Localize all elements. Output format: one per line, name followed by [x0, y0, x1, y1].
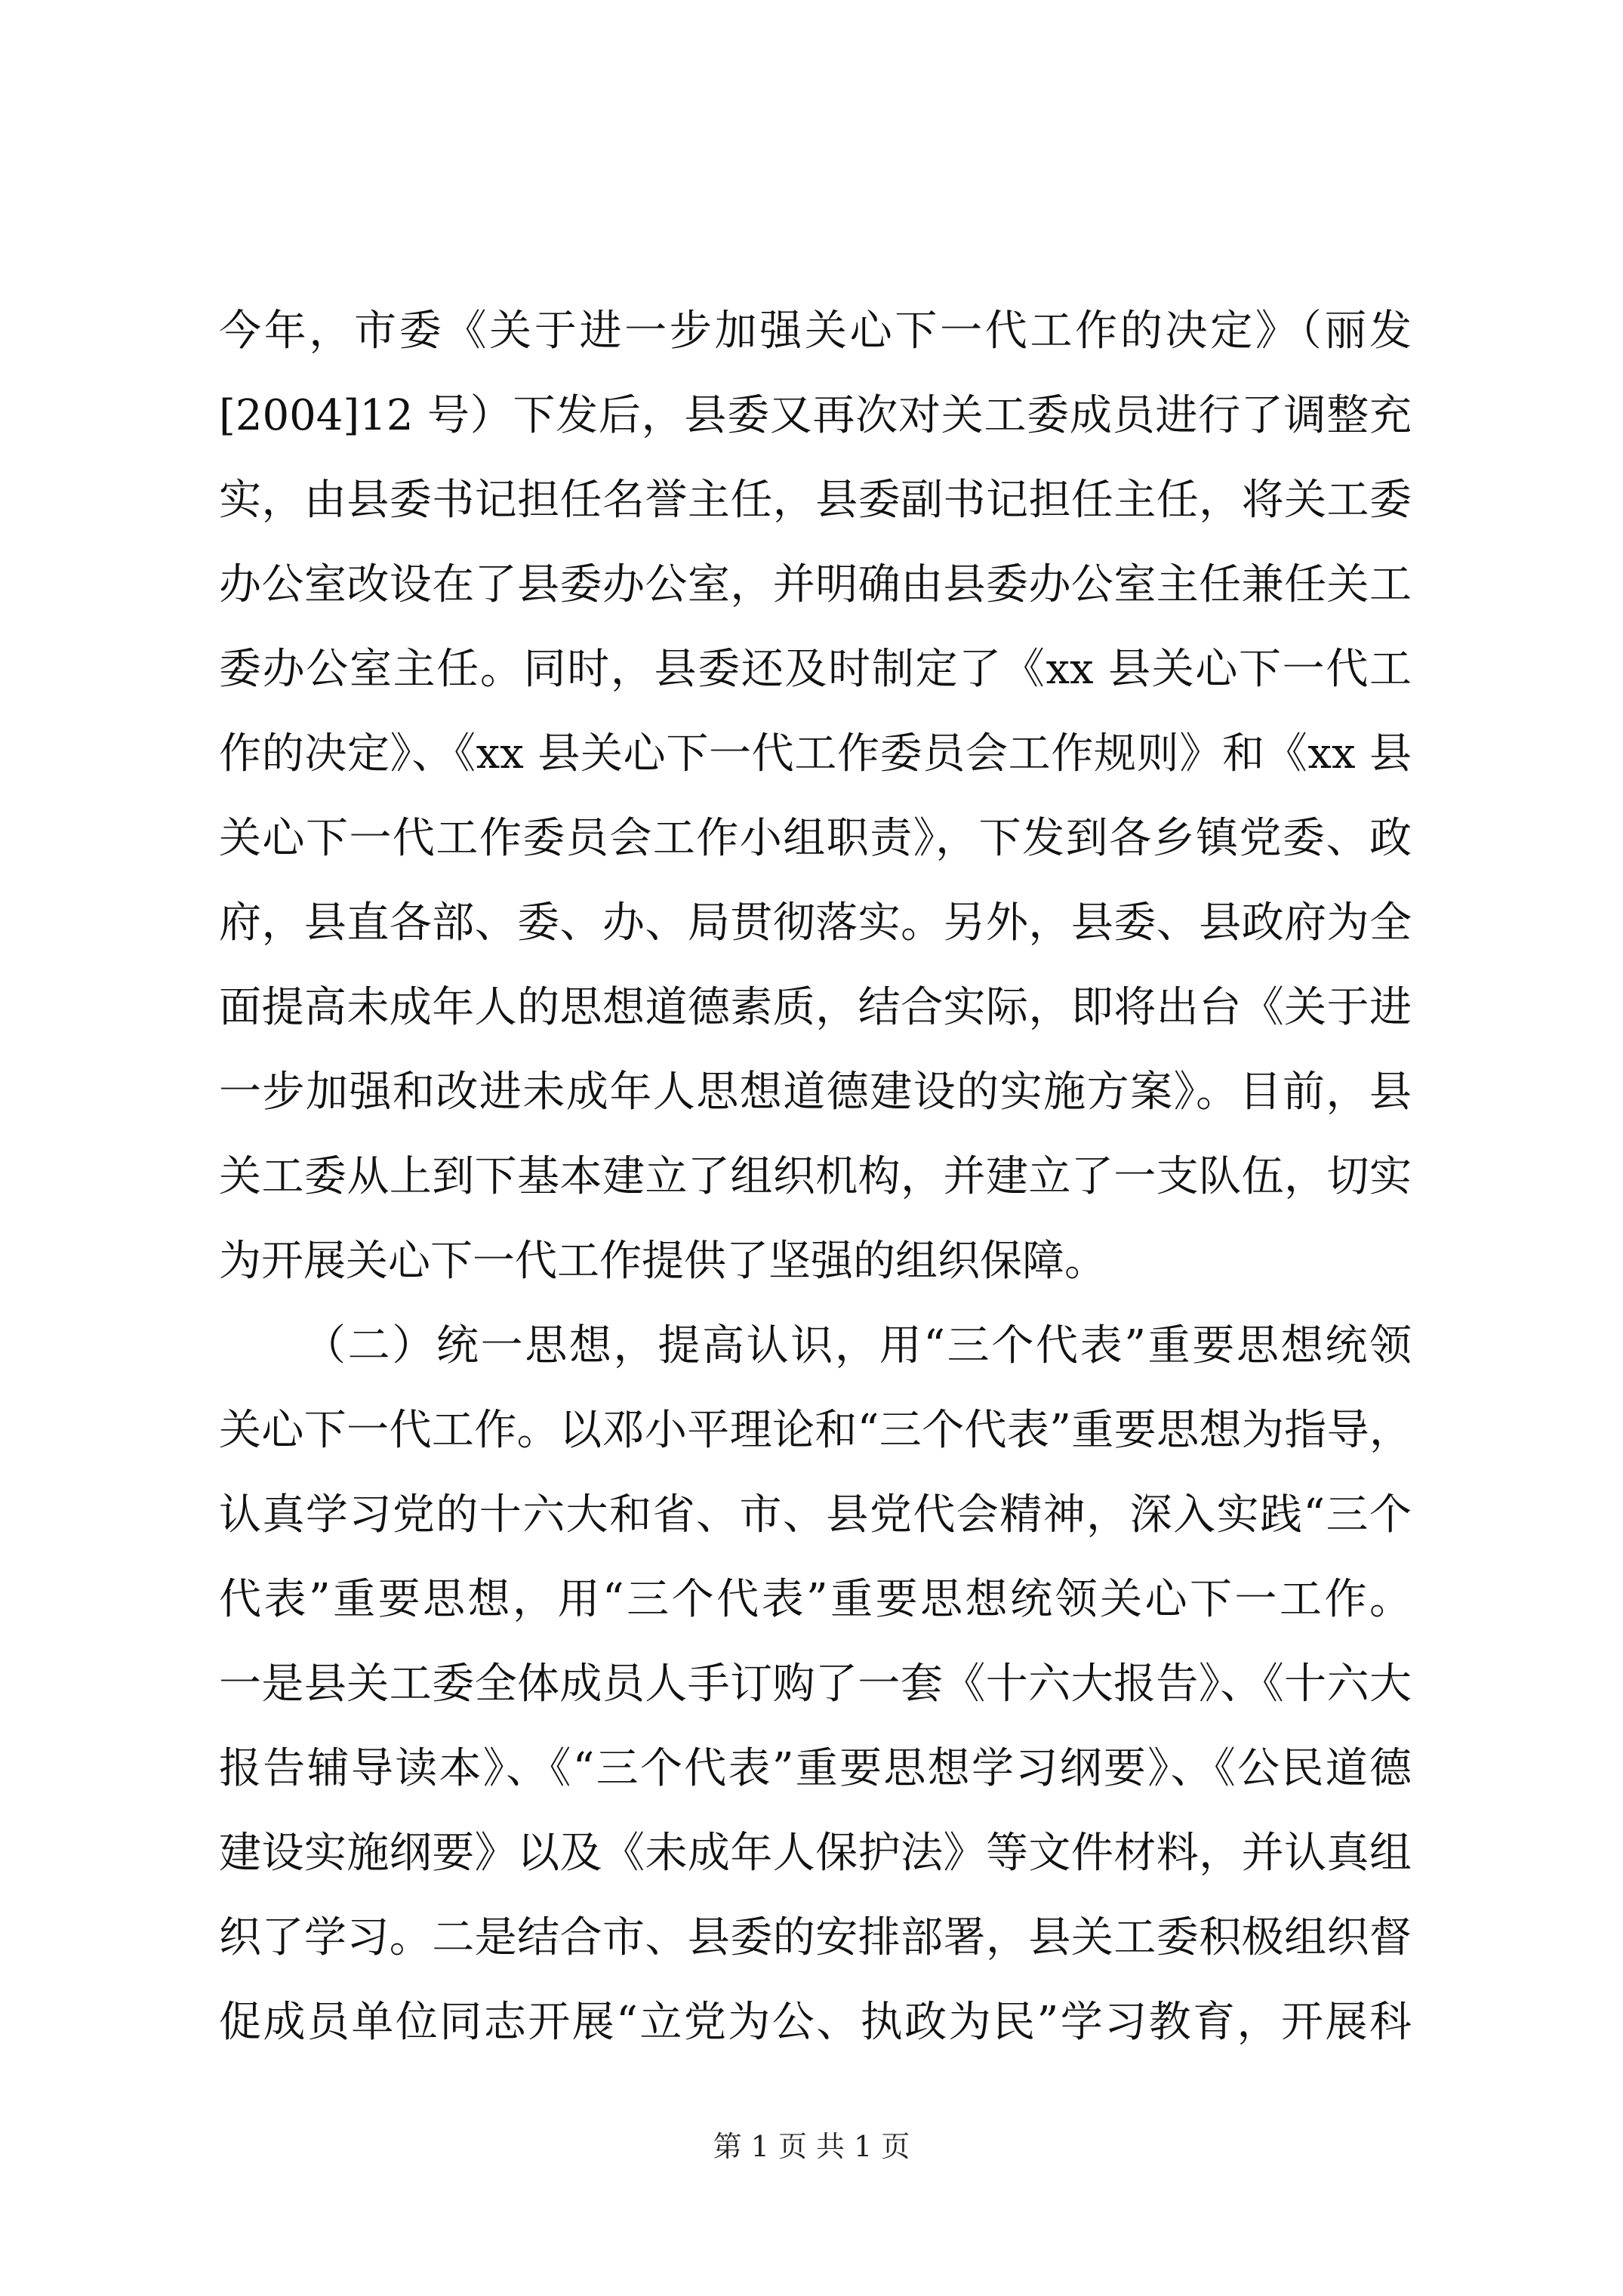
text-line: 办公室改设在了县委办公室，并明确由县委办公室主任兼任关工 — [219, 560, 1412, 609]
text-line: 促成员单位同志开展“立党为公、执政为民”学习教育，开展科 — [219, 1998, 1412, 2047]
text-line: 关工委从上到下基本建立了组织机构，并建立了一支队伍，切实 — [219, 1152, 1412, 1201]
text-line: 面提高未成年人的思想道德素质，结合实际，即将出台《关于进 — [219, 983, 1412, 1032]
text-line: （二）统一思想，提高认识，用“三个代表”重要思想统领 — [303, 1321, 1412, 1370]
text-line: 府，县直各部、委、办、局贯彻落实。另外，县委、县政府为全 — [219, 898, 1412, 948]
page-footer: 第 1 页 共 1 页 — [713, 2130, 910, 2163]
document-body — [219, 289, 1412, 2065]
text-line: 关心下一代工作委员会工作小组职责》，下发到各乡镇党委、政 — [219, 814, 1412, 863]
text-line: 实，由县委书记担任名誉主任，县委副书记担任主任，将关工委 — [219, 476, 1412, 525]
text-line: 织了学习。二是结合市、县委的安排部署，县关工委积极组织督 — [219, 1913, 1412, 1962]
text-line: 委办公室主任。同时，县委还及时制定了《xx 县关心下一代工 — [219, 645, 1412, 694]
text-line: 报告辅导读本》、《“三个代表”重要思想学习纲要》、《公民道德 — [219, 1744, 1412, 1793]
text-line: 一步加强和改进未成年人思想道德建设的实施方案》。目前，县 — [219, 1068, 1412, 1117]
text-line: 代表”重要思想，用“三个代表”重要思想统领关心下一工作。 — [219, 1575, 1412, 1624]
text-line: 建设实施纲要》以及《未成年人保护法》等文件材料，并认真组 — [219, 1829, 1412, 1878]
text-line: 作的决定》、《xx 县关心下一代工作委员会工作规则》和《xx 县 — [219, 729, 1412, 778]
text-line: 为开展关心下一代工作提供了坚强的组织保障。 — [219, 1237, 1107, 1286]
text-line: [2004]12 号）下发后，县委又再次对关工委成员进行了调整充 — [219, 391, 1412, 440]
text-line: 今年，市委《关于进一步加强关心下一代工作的决定》（丽发 — [219, 307, 1412, 356]
text-line: 一是县关工委全体成员人手订购了一套《十六大报告》、《十六大 — [219, 1660, 1412, 1709]
text-line: 认真学习党的十六大和省、市、县党代会精神，深入实践“三个 — [219, 1490, 1412, 1539]
text-line: 关心下一代工作。以邓小平理论和“三个代表”重要思想为指导， — [219, 1406, 1412, 1455]
